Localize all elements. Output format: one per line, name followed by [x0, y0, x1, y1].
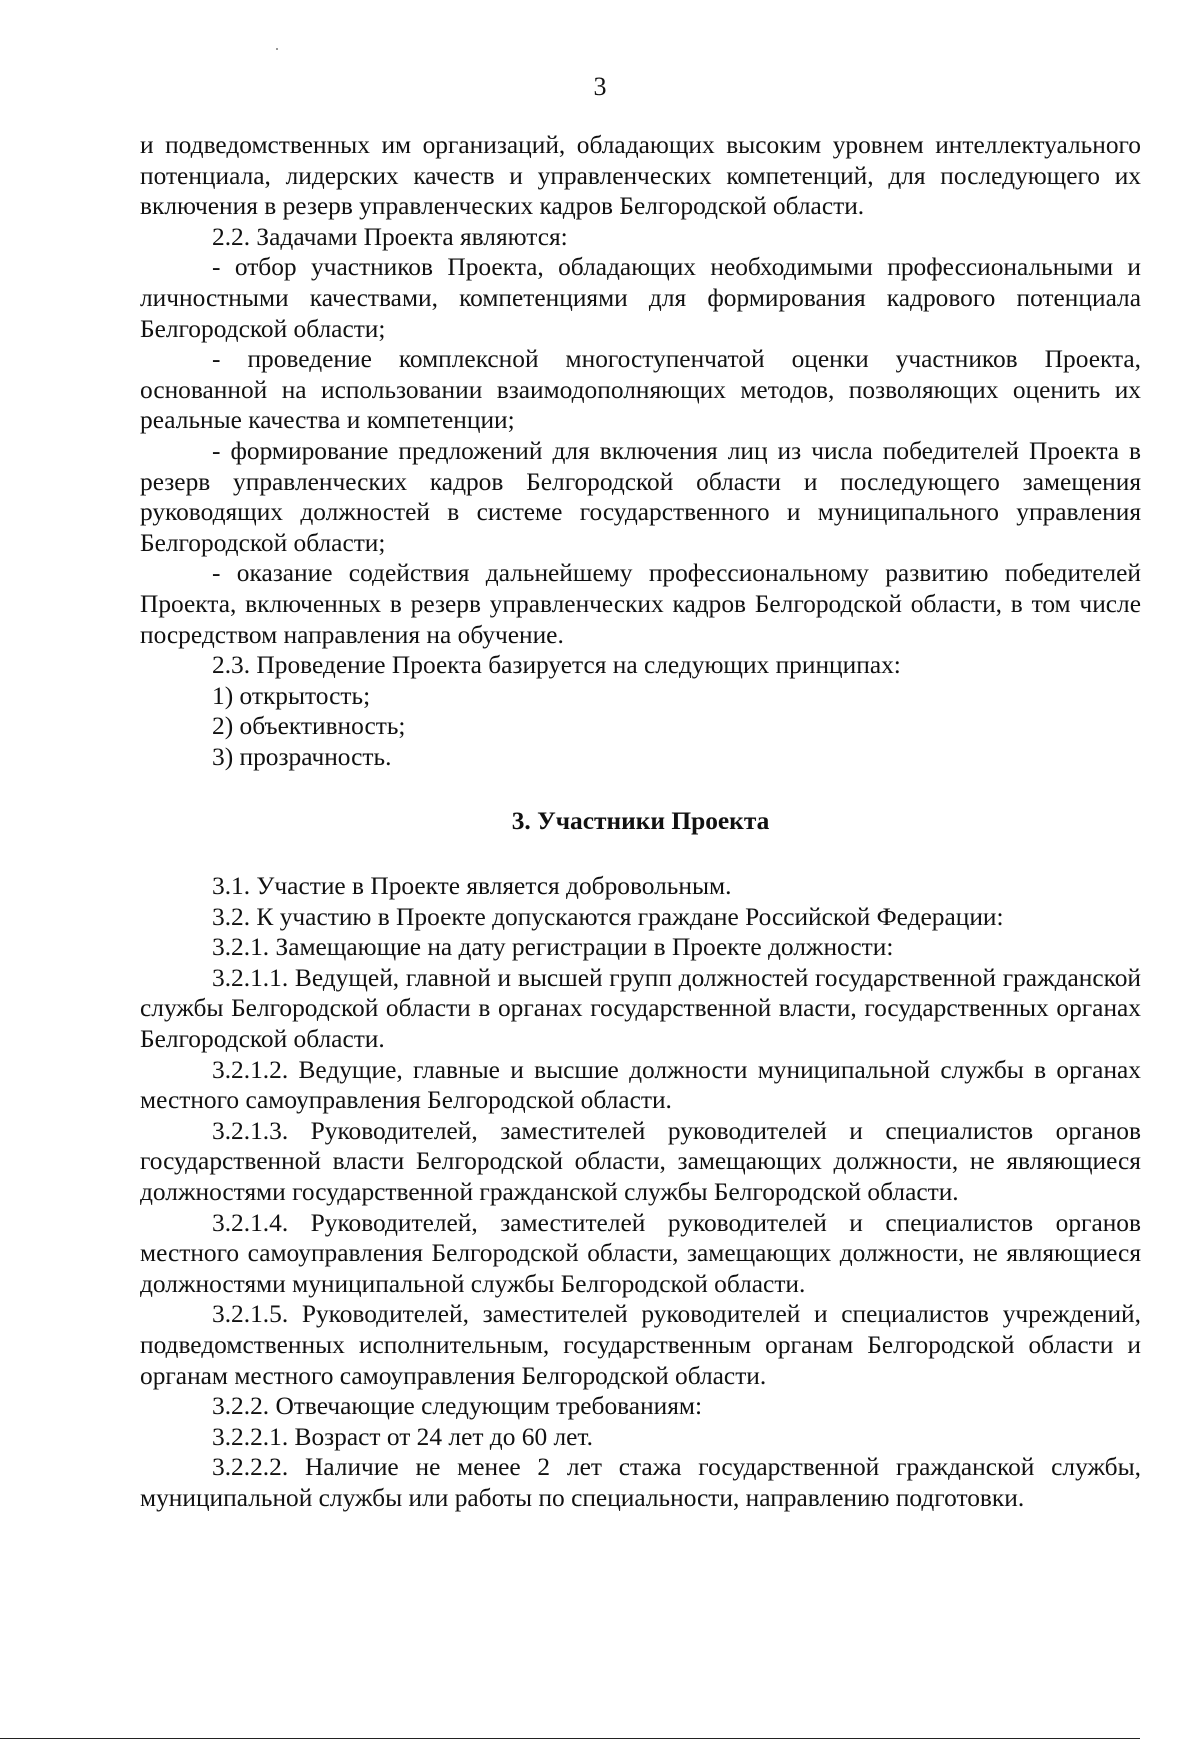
list-item: 3) прозрачность. — [212, 742, 392, 771]
paragraph: 2.3. Проведение Проекта базируется на следующих принципах: — [212, 651, 901, 680]
page-number: 3 — [593, 72, 607, 101]
list-item: 1) открытость; — [212, 681, 371, 710]
scan-speck — [276, 48, 278, 50]
paragraph: 3.2.1.3. Руководителей, заместителей руководителей и специалистов органов государственной власти Белгородской области, замещающих должности, не являющиеся должностями государственной гражданской службы Белгородской области. — [140, 1116, 1141, 1206]
bottom-rule — [0, 1738, 1140, 1739]
paragraph: 3.2.1.2. Ведущие, главные и высшие должности муниципальной службы в органах местного самоуправления Белгородской области. — [140, 1055, 1141, 1115]
paragraph: 3.1. Участие в Проекте является добровольным. — [212, 872, 732, 901]
paragraph: 3.2.2. Отвечающие следующим требованиям: — [212, 1392, 703, 1421]
list-item: - отбор участников Проекта, обладающих необходимыми профессиональными и личностными качествами, компетенциями для формирования кадрового потенциала Белгородской области; — [140, 253, 1141, 343]
paragraph: 3.2.1. Замещающие на дату регистрации в Проекте должности: — [212, 933, 894, 962]
paragraph: 3.2. К участию в Проекте допускаются граждане Российской Федерации: — [212, 902, 1004, 931]
document-body — [140, 130, 1141, 1514]
list-item: - формирование предложений для включения лиц из числа победителей Проекта в резерв управленческих кадров Белгородской области и последующего замещения руководящих должностей в системе государственного и муниципального управления Белгородской области; — [140, 436, 1141, 557]
paragraph: 3.2.1.5. Руководителей, заместителей руководителей и специалистов учреждений, подведомственных исполнительным, государственным органам Белгородской области и органам местного самоуправления Белгородской области. — [140, 1300, 1141, 1390]
list-item: - проведение комплексной многоступенчатой оценки участников Проекта, основанной на использовании взаимодополняющих методов, позволяющих оценить их реальные качества и компетенции; — [140, 345, 1141, 435]
paragraph: 3.2.2.1. Возраст от 24 лет до 60 лет. — [212, 1422, 593, 1451]
list-item: - оказание содействия дальнейшему профессиональному развитию победителей Проекта, включенных в резерв управленческих кадров Белгородской области, в том числе посредством направления на обучение. — [140, 559, 1141, 649]
list-item: 2) объективность; — [212, 712, 406, 741]
paragraph: 3.2.1.1. Ведущей, главной и высшей групп должностей государственной гражданской службы Белгородской области в органах государственной власти, государственных органах Белгородской области. — [140, 963, 1141, 1054]
paragraph: 3.2.1.4. Руководителей, заместителей руководителей и специалистов органов местного самоуправления Белгородской области, замещающих должности, не являющиеся должностями муниципальной службы Белгородской области. — [140, 1208, 1141, 1298]
paragraph: 3.2.2.2. Наличие не менее 2 лет стажа государственной гражданской службы, муниципальной службы или работы по специальности, направлению подготовки. — [140, 1453, 1141, 1512]
paragraph: 2.2. Задачами Проекта являются: — [212, 222, 568, 251]
section-heading: 3. Участники Проекта — [511, 807, 770, 836]
paragraph: и подведомственных им организаций, обладающих высоким уровнем интеллектуального потенциала, лидерских качеств и управленческих компетенций, для последующего их включения в резерв управленческих кадров Белгородской области. — [140, 131, 1141, 221]
